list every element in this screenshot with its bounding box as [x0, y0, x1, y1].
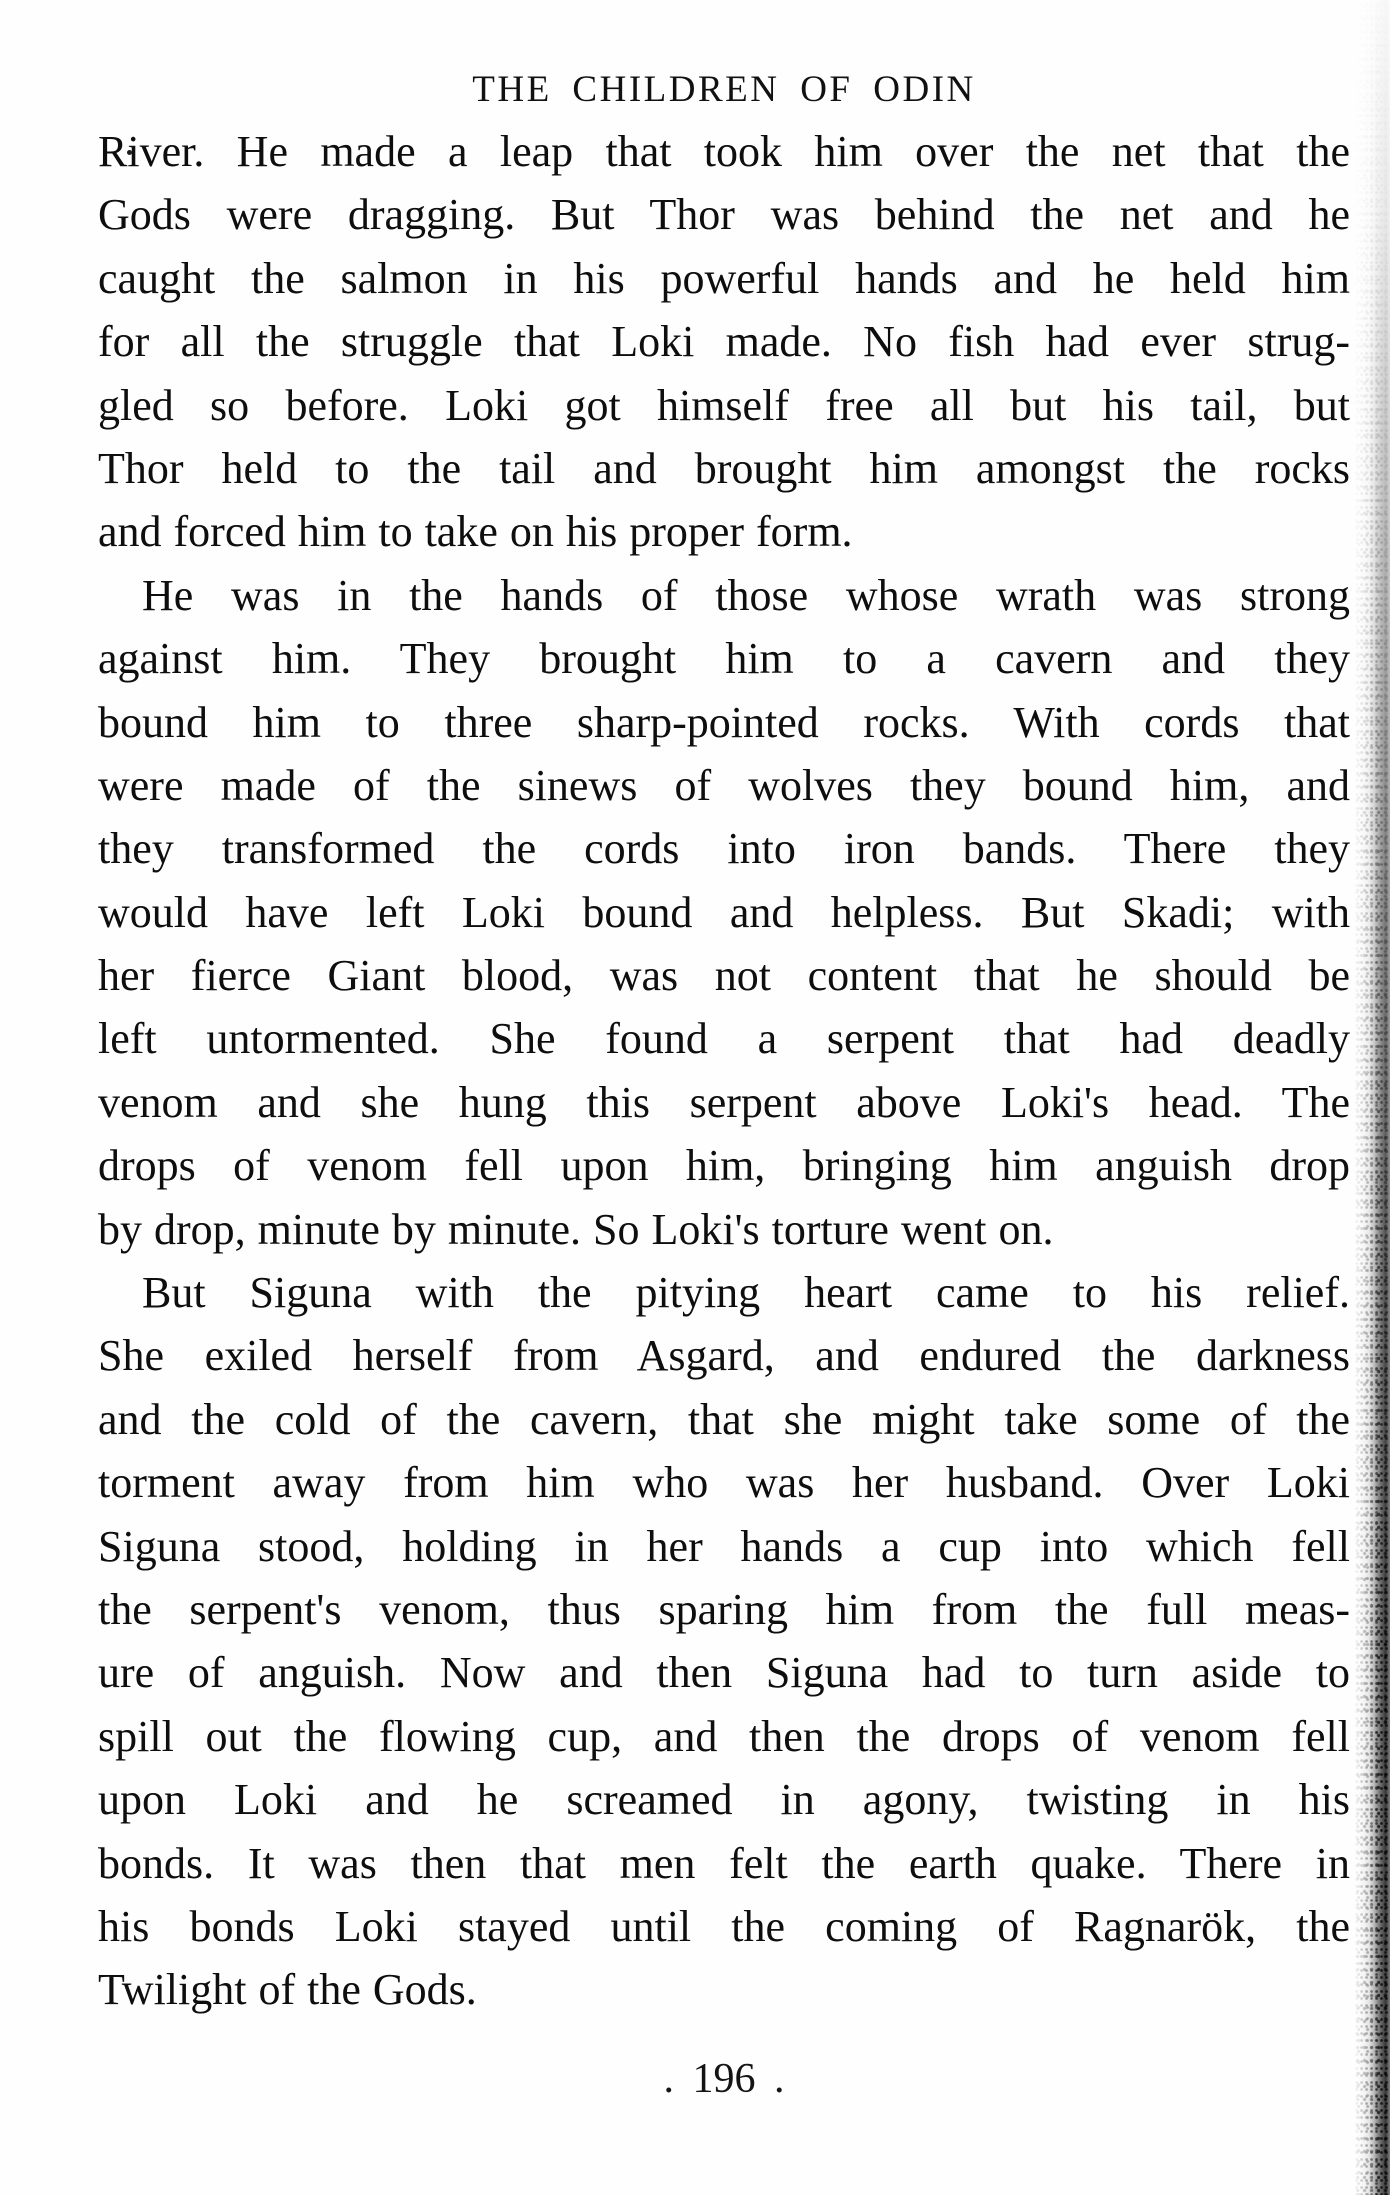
text-line: spill out the flowing cup, and then the drops of venom fell	[98, 1711, 1350, 1761]
text-line: River. He made a leap that took him over the net that the	[98, 127, 1350, 176]
binding-shadow	[1354, 0, 1390, 2195]
text-line: upon Loki and he screamed in agony, twisting in his	[98, 1775, 1350, 1825]
text-line: She exiled herself from Asgard, and endured the darkness	[98, 1331, 1350, 1381]
text-line: her fierce Giant blood, was not content that he should be	[98, 951, 1350, 1001]
text-line: by drop, minute by minute. So Loki's torture went on.	[98, 1204, 1054, 1254]
text-line: venom and she hung this serpent above Loki's head. The	[98, 1077, 1350, 1127]
text-line: Twilight of the Gods.	[98, 1965, 477, 2015]
text-line: and forced him to take on his proper form.	[98, 507, 853, 557]
text-line: and the cold of the cavern, that she might take some of the	[98, 1394, 1350, 1444]
text-line: torment away from him who was her husband. Over Loki	[98, 1458, 1350, 1508]
text-line: against him. They brought him to a cavern and they	[98, 634, 1350, 684]
text-line: caught the salmon in his powerful hands and he held him	[98, 253, 1350, 303]
text-line: But Siguna with the pitying heart came to his relief.	[142, 1268, 1350, 1318]
text-line: left untormented. She found a serpent that had deadly	[98, 1014, 1350, 1064]
text-line: would have left Loki bound and helpless. But Skadi; with	[98, 887, 1350, 937]
page-body	[98, 120, 1350, 2022]
text-line: ure of anguish. Now and then Siguna had to turn aside to	[98, 1648, 1350, 1698]
text-line: his bonds Loki stayed until the coming of Ragnarök, the	[98, 1901, 1350, 1951]
text-line: the serpent's venom, thus sparing him from the full meas-	[98, 1584, 1350, 1634]
text-line: He was in the hands of those whose wrath was strong	[142, 570, 1350, 620]
text-line: bonds. It was then that men felt the earth quake. There in	[98, 1838, 1350, 1888]
text-line: gled so before. Loki got himself free all but his tail, but	[98, 380, 1350, 430]
page-number: . 196 .	[663, 2056, 785, 2102]
text-line: drops of venom fell upon him, bringing him anguish drop	[98, 1141, 1350, 1191]
text-line: Thor held to the tail and brought him amongst the rocks	[98, 443, 1350, 493]
text-line: for all the struggle that Loki made. No fish had ever strug-	[98, 317, 1350, 367]
text-line: Siguna stood, holding in her hands a cup into which fell	[98, 1521, 1350, 1571]
text-line: Gods were dragging. But Thor was behind the net and he	[98, 190, 1350, 240]
running-header: THE CHILDREN OF ODIN	[472, 69, 976, 110]
text-line: were made of the sinews of wolves they bound him, and	[98, 760, 1350, 810]
text-line: bound him to three sharp-pointed rocks. With cords that	[98, 697, 1350, 747]
text-line: they transformed the cords into iron bands. There they	[98, 824, 1350, 874]
